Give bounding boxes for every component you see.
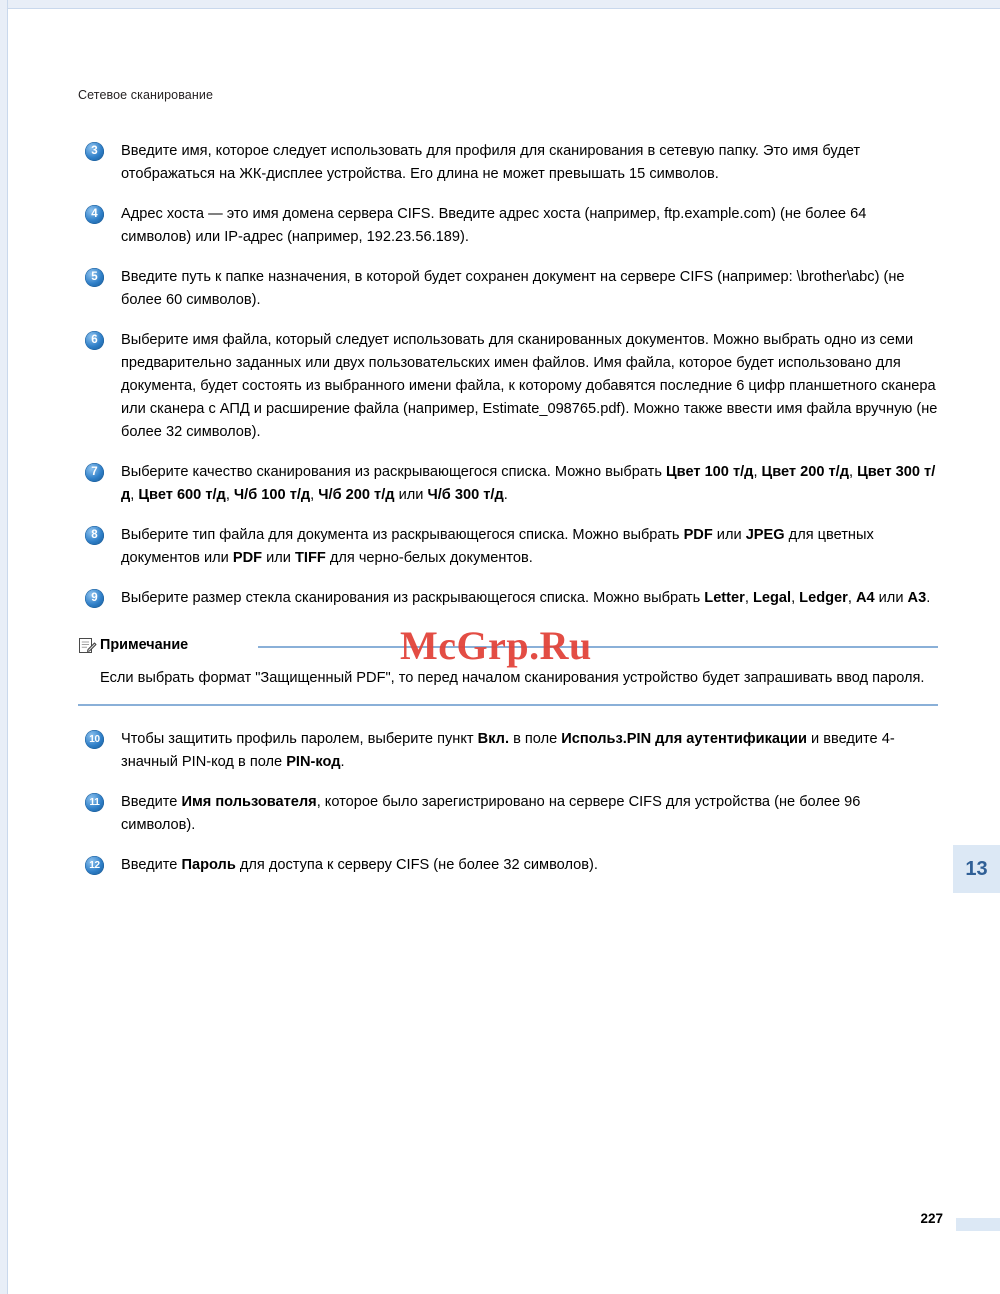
list-item [78, 266, 938, 312]
page-left-border [0, 0, 8, 1294]
step-text: Выберите качество сканирования из раскрывающегося списка. Можно выбрать Цвет 100 т/д, Цвет 200 т/д, Цвет 300 т/д, Цвет 600 т/д, Ч/б 100 т/д, Ч/б 200 т/д или Ч/б 300 т/д. [121, 464, 936, 503]
list-item [78, 791, 938, 837]
footer-accent-bar [956, 1218, 1000, 1231]
step-text: Адрес хоста — это имя домена сервера CIFS. Введите адрес хоста (например, ftp.example.com) (не более 64 символов) или IP-адрес (например, 192.23.56.189). [121, 206, 867, 245]
list-item [78, 524, 938, 570]
page-header-section-title: Сетевое сканирование [78, 88, 214, 102]
list-item [78, 587, 938, 610]
step-text: Введите Пароль для доступа к серверу CIFS (не более 32 символов). [121, 857, 598, 873]
note-callout [78, 636, 938, 706]
note-title: Примечание [100, 637, 189, 653]
note-divider-bottom [78, 704, 938, 706]
list-item [78, 329, 938, 444]
step-number-badge: 10 [85, 730, 104, 749]
note-pencil-icon [78, 636, 97, 655]
step-number-badge: 3 [85, 142, 104, 161]
step-number-badge: 12 [85, 856, 104, 875]
list-item [78, 728, 938, 774]
step-number-badge: 7 [85, 463, 104, 482]
step-text: Введите путь к папке назначения, в которой будет сохранен документ на сервере CIFS (например: \brother\abc) (не более 60 символов). [121, 269, 905, 308]
step-number-badge: 11 [85, 793, 104, 812]
step-text: Выберите имя файла, который следует использовать для сканированных документов. Можно выбрать одно из семи предварительно заданных или двух пользовательских имен файлов. Имя файла, которое будет использовано для документа, будет состоять из выбранного имени файла, к которому добавятся последние 6 цифр планшетного сканера или сканера с АПД и расширение файла (например, Estimate_098765.pdf). Можно также ввести имя файла вручную (не более 32 символов). [121, 332, 938, 440]
note-divider-top [258, 646, 938, 648]
page-content [78, 140, 938, 894]
list-item [78, 203, 938, 249]
step-text: Введите Имя пользователя, которое было зарегистрировано на сервере CIFS для устройства (не более 96 символов). [121, 794, 861, 833]
page-number: 227 [920, 1211, 943, 1226]
list-item [78, 140, 938, 186]
note-body-text: Если выбрать формат "Защищенный PDF", то перед началом сканирования устройство будет запрашивать ввод пароля. [100, 670, 925, 686]
step-number-badge: 6 [85, 331, 104, 350]
page-top-border [0, 0, 1000, 9]
note-header [78, 636, 938, 658]
list-item [78, 854, 938, 877]
step-text: Выберите тип файла для документа из раскрывающегося списка. Можно выбрать PDF или JPEG для цветных документов или PDF или TIFF для черно-белых документов. [121, 527, 874, 566]
step-number-badge: 9 [85, 589, 104, 608]
step-number-badge: 5 [85, 268, 104, 287]
watermark-text: McGrp.Ru [400, 623, 592, 668]
list-item [78, 461, 938, 507]
step-text: Чтобы защитить профиль паролем, выберите пункт Вкл. в поле Использ.PIN для аутентификации и введите 4-значный PIN-код в поле PIN-код. [121, 731, 895, 770]
step-number-badge: 8 [85, 526, 104, 545]
step-text: Введите имя, которое следует использовать для профиля для сканирования в сетевую папку. Это имя будет отображаться на ЖК-дисплее устройства. Его длина не может превышать 15 символов. [121, 143, 861, 182]
step-number-badge: 4 [85, 205, 104, 224]
step-text: Выберите размер стекла сканирования из раскрывающегося списка. Можно выбрать Letter, Legal, Ledger, A4 или A3. [121, 590, 931, 606]
chapter-tab: 13 [953, 845, 1000, 893]
